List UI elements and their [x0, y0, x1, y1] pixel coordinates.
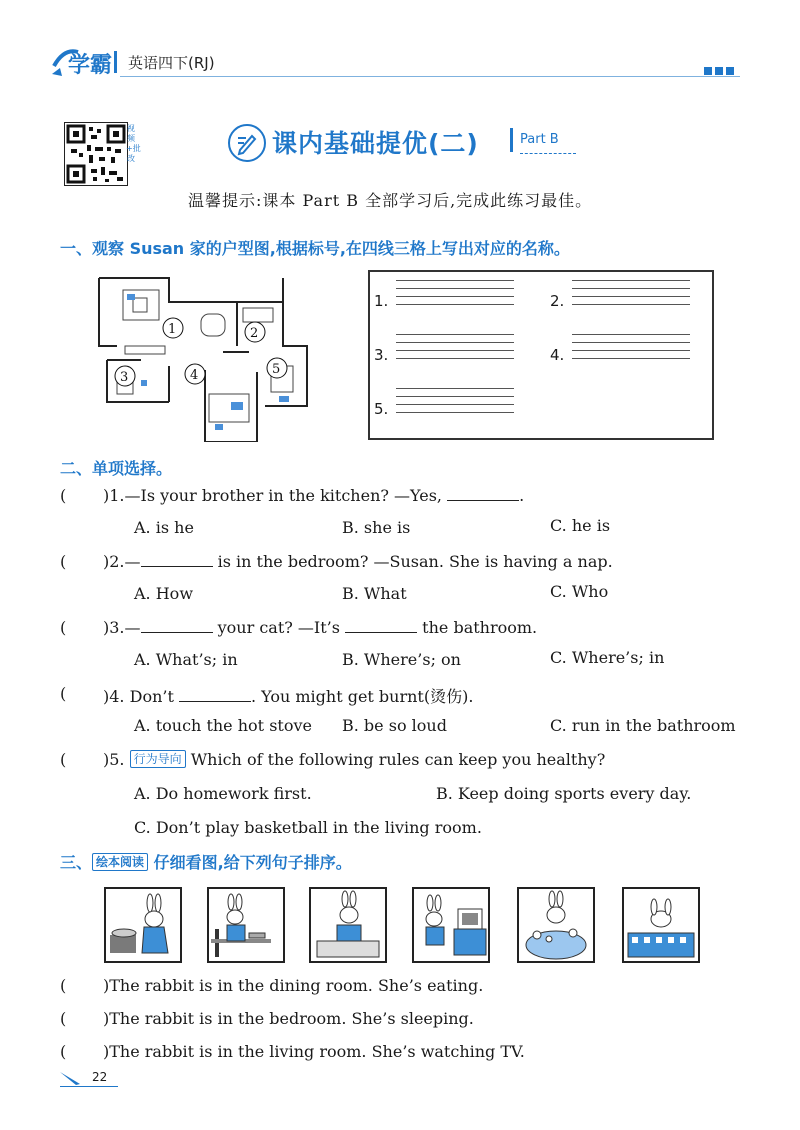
q4-option-a[interactable]: A. touch the hot stove: [134, 716, 312, 735]
brand-name: 学霸: [68, 53, 113, 78]
pencil-icon: [228, 124, 266, 162]
header-rule: [120, 76, 740, 77]
q1-option-c[interactable]: C. he is: [550, 516, 611, 535]
write-lines-4[interactable]: [572, 334, 690, 366]
title-divider: [510, 128, 513, 152]
q3-option-a[interactable]: A. What’s; in: [134, 650, 238, 669]
q5-option-b[interactable]: B. Keep doing sports every day.: [436, 784, 692, 803]
order-paren-2[interactable]: (: [60, 1009, 67, 1028]
plan-number-5: 5: [272, 362, 281, 377]
title-underline: [520, 153, 576, 154]
floor-plan: [97, 276, 327, 442]
answer-paren-5[interactable]: (: [60, 750, 67, 769]
book-title: 英语四下(RJ): [128, 54, 215, 72]
rabbit-bathing-picture: [517, 887, 595, 963]
q1-option-b[interactable]: B. she is: [342, 518, 411, 537]
sentence-3: )The rabbit is in the living room. She’s watching TV.: [103, 1042, 525, 1061]
part1-heading: 一、观察 Susan 家的户型图,根据标号,在四线三格上写出对应的名称。: [60, 239, 570, 258]
question-2: )2.— is in the bedroom? —Susan. She is having a nap.: [103, 552, 613, 571]
write-label-3: 3.: [374, 346, 389, 364]
blank[interactable]: [141, 618, 213, 633]
answer-paren-3[interactable]: (: [60, 618, 67, 637]
sentence-2: )The rabbit is in the bedroom. She’s sleeping.: [103, 1009, 474, 1028]
q3-option-b[interactable]: B. Where’s; on: [342, 650, 461, 669]
q2-option-c[interactable]: C. Who: [550, 582, 609, 601]
write-lines-1[interactable]: [396, 280, 514, 312]
question-3: )3.— your cat? —It’s the bathroom.: [103, 618, 538, 637]
write-lines-5[interactable]: [396, 388, 514, 420]
q5-option-a[interactable]: A. Do homework first.: [134, 784, 312, 803]
q2-option-a[interactable]: A. How: [134, 584, 194, 603]
plan-number-2: 2: [250, 326, 259, 341]
qr-code-icon[interactable]: [64, 122, 128, 186]
section-title: 课内基础提优(二): [272, 129, 479, 158]
q4-option-b[interactable]: B. be so loud: [342, 716, 447, 735]
blank[interactable]: [141, 552, 213, 567]
brand-divider: [114, 51, 117, 73]
picture-book-tag: 绘本阅读: [92, 853, 148, 871]
header-dash-icon: [704, 60, 737, 79]
part2-heading: 二、单项选择。: [60, 459, 173, 478]
q4-option-c[interactable]: C. run in the bathroom: [550, 716, 736, 735]
plan-number-3: 3: [120, 370, 129, 385]
q2-option-b[interactable]: B. What: [342, 584, 407, 603]
behavior-tag: 行为导向: [130, 750, 186, 768]
q1-option-a[interactable]: A. is he: [134, 518, 194, 537]
part3-heading: 三、 绘本阅读 仔细看图,给下列句子排序。: [60, 853, 352, 872]
write-lines-3[interactable]: [396, 334, 514, 366]
rabbit-eating-picture: [207, 887, 285, 963]
write-lines-2[interactable]: [572, 280, 690, 312]
plan-number-4: 4: [190, 368, 199, 383]
rabbit-watching-tv-picture: [412, 887, 490, 963]
rabbit-cooking-picture: [104, 887, 182, 963]
page-number: 22: [92, 1070, 108, 1084]
blank[interactable]: [345, 618, 417, 633]
sentence-1: )The rabbit is in the dining room. She’s eating.: [103, 976, 484, 995]
write-label-1: 1.: [374, 292, 389, 310]
rabbit-reading-picture: [309, 887, 387, 963]
footer-rule: [60, 1086, 118, 1087]
order-paren-1[interactable]: (: [60, 976, 67, 995]
question-5: )5. 行为导向 Which of the following rules can keep you healthy?: [103, 750, 606, 769]
order-paren-3[interactable]: (: [60, 1042, 67, 1061]
section-part: Part B: [520, 132, 559, 147]
blank[interactable]: [447, 486, 519, 501]
q5-option-c[interactable]: C. Don’t play basketball in the living room.: [134, 818, 482, 837]
answer-paren-4[interactable]: (: [60, 684, 67, 703]
question-1: )1.—Is your brother in the kitchen? —Yes, .: [103, 486, 525, 505]
answer-paren-1[interactable]: (: [60, 486, 67, 505]
answer-paren-2[interactable]: (: [60, 552, 67, 571]
blank[interactable]: [179, 687, 251, 702]
rabbit-sleeping-picture: [622, 887, 700, 963]
write-label-5: 5.: [374, 400, 389, 418]
footer-pen-icon: [58, 1066, 86, 1086]
q3-option-c[interactable]: C. Where’s; in: [550, 648, 665, 667]
tip-text: 温馨提示:课本 Part B 全部学习后,完成此练习最佳。: [188, 191, 593, 210]
write-label-4: 4.: [550, 346, 565, 364]
qr-side-label: 视频+批改: [126, 124, 141, 163]
question-4: )4. Don’t . You might get burnt(烫伤).: [103, 687, 474, 706]
plan-number-1: 1: [168, 322, 177, 337]
write-label-2: 2.: [550, 292, 565, 310]
